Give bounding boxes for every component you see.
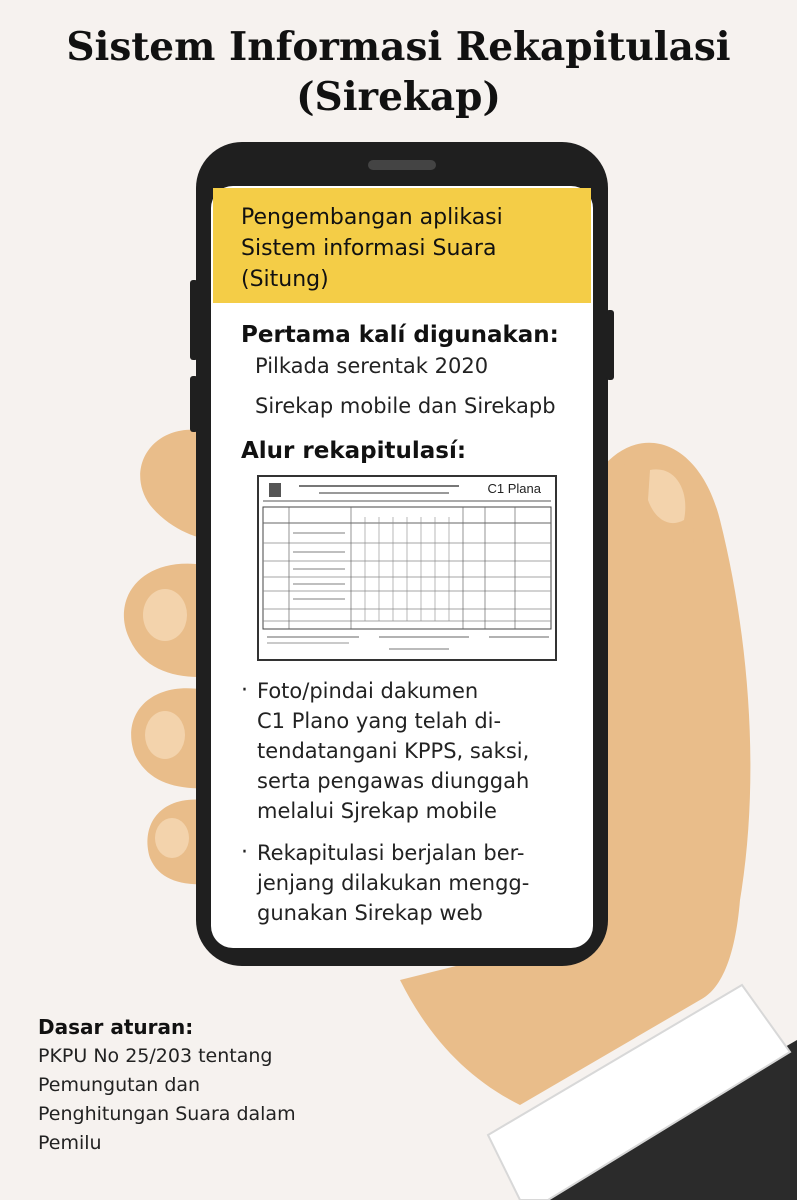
- bullet-2-line-2: jenjang dilakukan mengg-: [257, 871, 530, 895]
- header-line-3: (Situng): [241, 267, 329, 292]
- title-line-2: (Sirekap): [296, 74, 501, 120]
- legal-basis-line-2: Pemungutan dan: [38, 1074, 201, 1096]
- finger-2-nail: [143, 589, 187, 641]
- doc-logo: [269, 483, 281, 497]
- bullet-2-line-1: · Rekapitulasi berjalan ber-: [257, 841, 525, 865]
- first-used-item-2: Sirekap mobile dan Sirekapb: [255, 394, 556, 418]
- legal-basis-line-4: Pemilu: [38, 1132, 102, 1154]
- document-form-grid: [259, 477, 555, 659]
- bullet-2-line-3: gunakan Sirekap web: [257, 901, 483, 925]
- bullet-1-line-1: · Foto/pindai dakumen: [257, 679, 479, 703]
- phone-speaker: [368, 160, 436, 170]
- flow-heading: Alur rekapitulasí:: [241, 438, 467, 464]
- document-label: C1 Plana: [487, 481, 541, 496]
- phone-side-button-right: [606, 310, 614, 380]
- flow-bullet-2: [241, 838, 586, 928]
- flow-bullet-1: [241, 676, 586, 826]
- title-line-1: Sistem Informasi Rekapitulasi: [66, 24, 731, 70]
- bullet-1-line-3: tendatangani KPPS, saksi,: [257, 739, 530, 763]
- c1-document-image: [257, 475, 557, 661]
- legal-basis-line-1: PKPU No 25/203 tentang: [38, 1045, 273, 1067]
- bullet-1-line-5: melalui Sjrekap mobile: [257, 799, 497, 823]
- screen-header: [213, 188, 591, 303]
- bullet-1-line-4: serta pengawas diunggah: [257, 769, 530, 793]
- first-used-heading: Pertama kalí digunakan:: [241, 322, 559, 348]
- flow-bullet-list: [241, 676, 586, 940]
- header-line-2: Sistem informasi Suara: [241, 236, 497, 261]
- first-used-item-1: Pilkada serentak 2020: [255, 354, 489, 378]
- phone-screen: [213, 188, 591, 946]
- finger-4-nail: [155, 818, 189, 858]
- legal-basis-line-3: Penghitungan Suara dalam: [38, 1103, 296, 1125]
- phone-side-button-left-2: [190, 376, 198, 432]
- header-line-1: Pengembangan aplikasi: [241, 205, 503, 230]
- phone-side-button-left-1: [190, 280, 198, 360]
- bullet-1-line-2: C1 Plano yang telah di-: [257, 709, 502, 733]
- finger-3-nail: [145, 711, 185, 759]
- legal-basis-heading: Dasar aturan:: [38, 1015, 194, 1039]
- legal-basis: [38, 1012, 296, 1158]
